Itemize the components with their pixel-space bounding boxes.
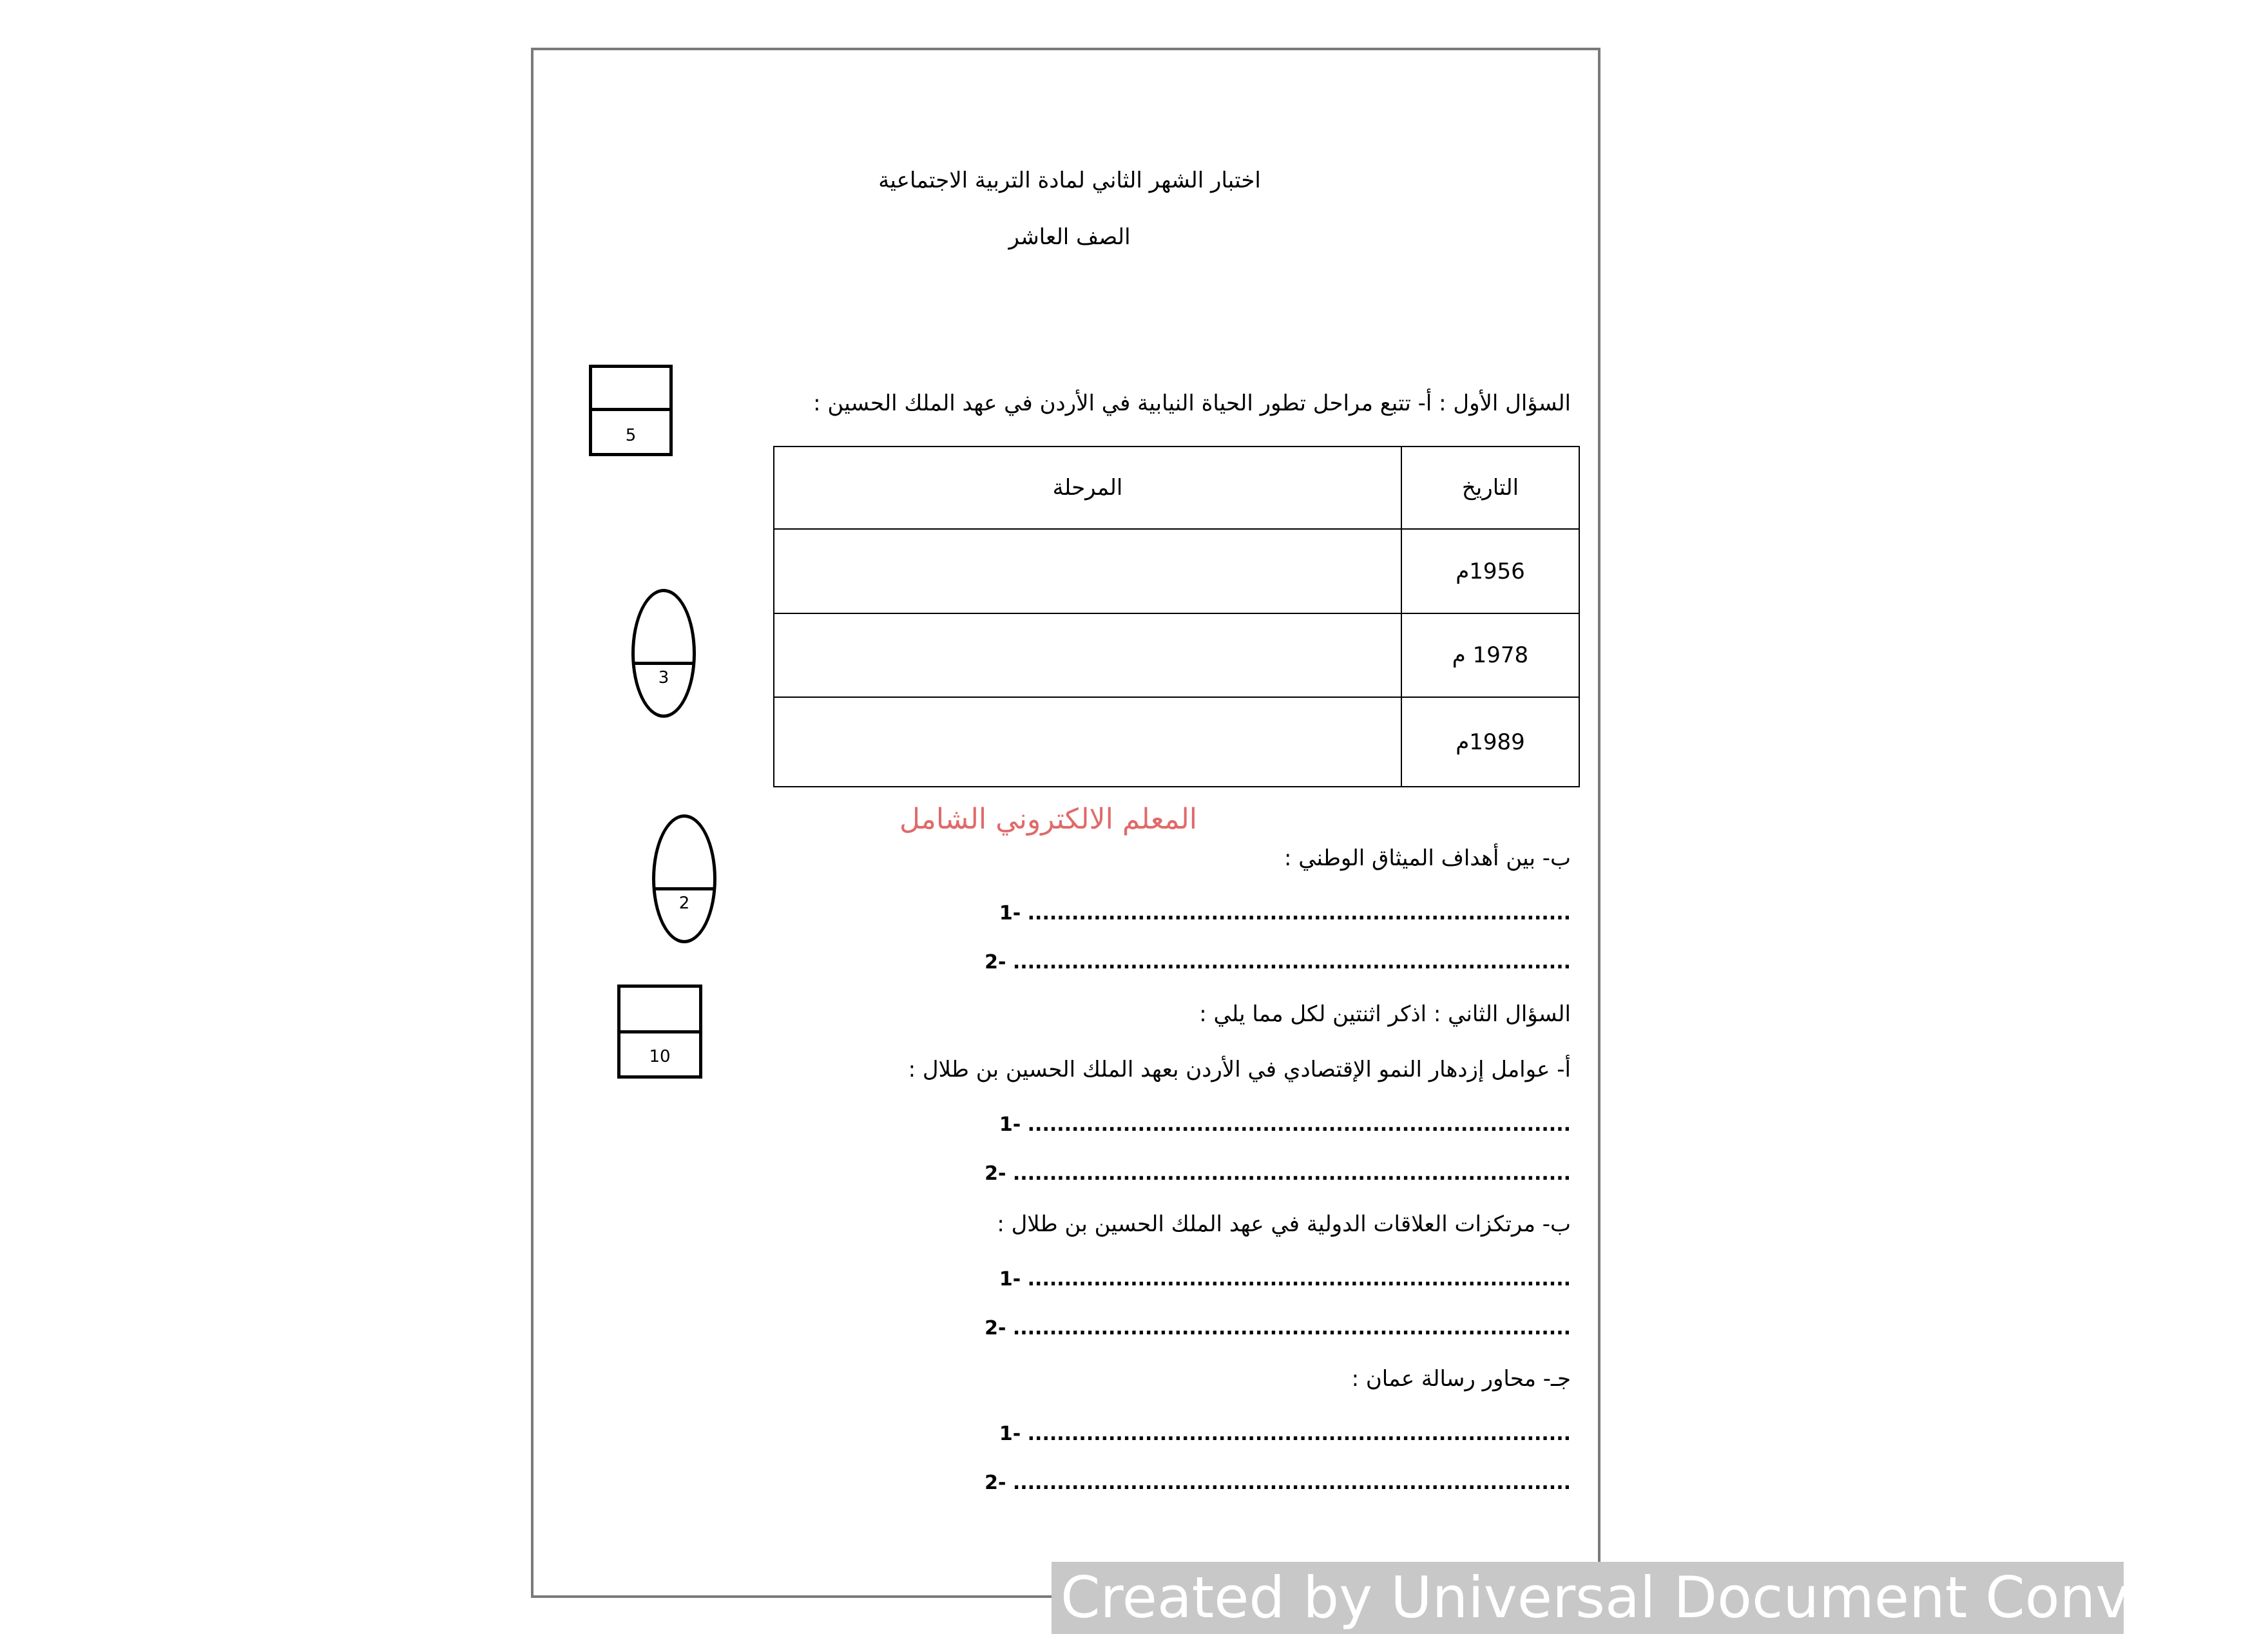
score-oval-2 [652,814,716,943]
question-2c-text: جـ- محاور رسالة عمان : [1351,1366,1571,1392]
table-row [774,529,1579,613]
table-cell-date: 1989م [1401,697,1579,787]
answer-line[interactable]: 1- .......................................................................... [999,902,1571,925]
score-box-q2 [617,985,702,1079]
answer-line[interactable]: 2- ............................................................................ [985,1317,1571,1340]
score-oval-1 [631,589,696,718]
score-value: 2 [678,894,690,913]
question-1b-text: ب- بين أهداف الميثاق الوطني : [1283,845,1571,871]
answer-line[interactable]: 1- .......................................................................... [999,1113,1571,1136]
table-cell-date: 1956م [1401,529,1579,613]
question-1a-text: السؤال الأول : أ- تتبع مراحل تطور الحياة النيابية في الأردن في عهد الملك الحسين : [813,390,1571,416]
converter-banner-text: Created by Universal Document Converter [1061,1564,2268,1631]
score-value: 5 [625,426,637,445]
grade-label: الصف العاشر [1008,224,1131,250]
answer-line[interactable]: 1- .......................................................................... [999,1423,1571,1445]
table-row [774,697,1579,787]
answer-line[interactable]: 1- .......................................................................... [999,1268,1571,1291]
question-2a-text: أ- عوامل إزدهار النمو الإقتصادي في الأردن بعهد الملك الحسين بن طلال : [908,1057,1571,1082]
table-cell-stage[interactable] [774,697,1401,787]
site-watermark: المعلم الالكتروني الشامل [899,803,1197,836]
table-header-stage: المرحلة [774,447,1401,529]
question-2b-text: ب- مرتكزات العلاقات الدولية في عهد الملك الحسين بن طلال : [997,1211,1571,1237]
table-cell-date: 1978 م [1401,613,1579,697]
answer-line[interactable]: 2- ............................................................................ [985,1472,1571,1494]
stages-table [773,446,1580,787]
converter-banner [1052,1562,2268,1634]
question-2-intro: السؤال الثاني : اذكر اثنتين لكل مما يلي : [1199,1001,1571,1027]
answer-line[interactable]: 2- ............................................................................ [985,951,1571,974]
table-cell-stage[interactable] [774,613,1401,697]
table-row [774,613,1579,697]
exam-title: اختبار الشهر الثاني لمادة التربية الاجتماعية [878,168,1261,193]
score-box-q1a [589,365,673,456]
table-header-row [774,447,1579,529]
score-value: 3 [658,668,669,687]
table-cell-stage[interactable] [774,529,1401,613]
score-value: 10 [649,1047,671,1066]
answer-line[interactable]: 2- ............................................................................ [985,1162,1571,1185]
table-header-date: التاريخ [1401,447,1579,529]
